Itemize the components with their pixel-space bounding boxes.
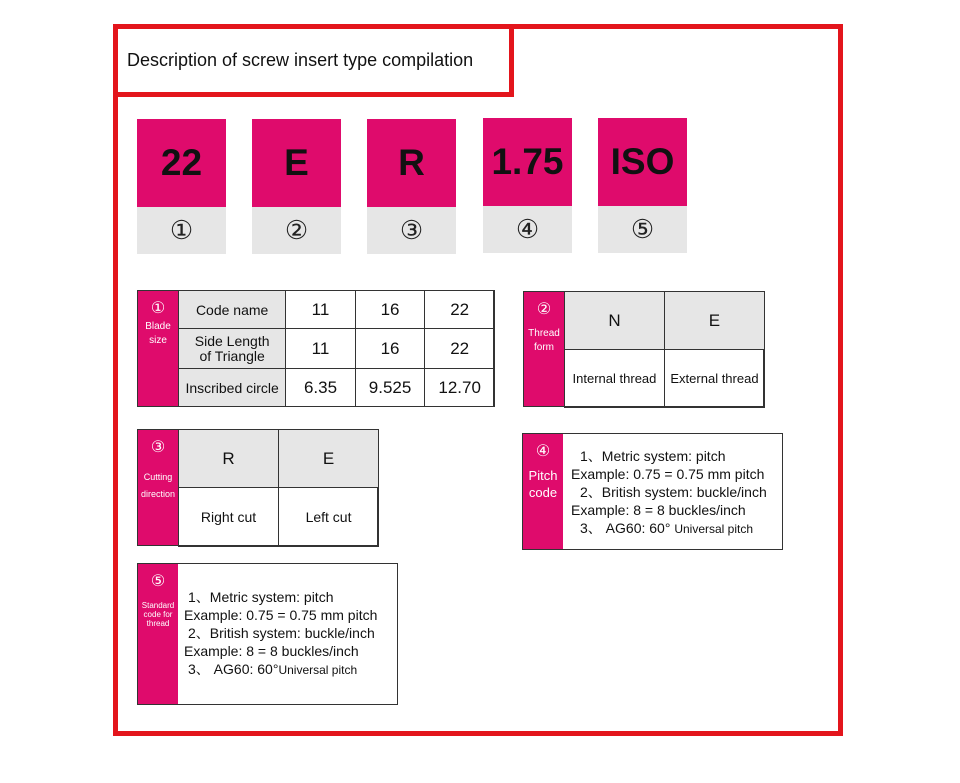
standard-description <box>184 588 377 679</box>
code-value: 22 <box>137 119 226 207</box>
section-label: thread <box>146 619 170 628</box>
cutting-direction-sidebar <box>138 430 178 545</box>
section-label: Standard <box>141 601 175 610</box>
description-text: 3、 AG60: 60° <box>188 661 279 677</box>
section-label: Thread <box>528 328 560 339</box>
code-card-pitch <box>483 118 572 253</box>
row-header <box>179 329 286 369</box>
section-label: code for <box>143 610 173 619</box>
cutting-code: E <box>279 430 379 488</box>
section-label: code <box>528 485 558 500</box>
section-label: Blade <box>145 321 171 332</box>
thread-form-table <box>564 291 765 408</box>
blade-size-sidebar <box>138 291 178 406</box>
description-line: 2、British system: buckle/inch <box>580 484 767 500</box>
code-value: 1.75 <box>483 118 572 206</box>
table-cell: 22 <box>425 329 495 369</box>
section-label: size <box>149 335 167 346</box>
section-label: Pitch <box>528 468 558 483</box>
cutting-direction-table <box>178 429 379 547</box>
thread-code: N <box>565 292 665 350</box>
section-number: ③ <box>150 439 166 456</box>
code-number: ③ <box>367 207 456 254</box>
blade-size-table <box>178 290 495 407</box>
description-line <box>184 660 377 679</box>
description-line: 2、British system: buckle/inch <box>188 625 375 641</box>
pitch-description <box>571 447 767 538</box>
code-number: ① <box>137 207 226 254</box>
row-header-line: Side Length <box>194 332 270 349</box>
description-text: Universal pitch <box>278 663 358 677</box>
title-box <box>113 24 514 97</box>
thread-code: E <box>664 292 764 350</box>
thread-form-panel <box>523 291 764 407</box>
description-line: 1、Metric system: pitch <box>188 589 334 605</box>
table-cell: 22 <box>425 291 495 329</box>
description-text: 3、 AG60: 60° <box>580 520 671 536</box>
table-cell: 11 <box>286 329 355 369</box>
blade-size-panel <box>137 290 494 407</box>
description-text: Universal pitch <box>674 522 754 536</box>
page-title: Description of screw insert type compilation <box>127 50 474 70</box>
section-label: direction <box>140 489 176 499</box>
description-line: Example: 8 = 8 buckles/inch <box>571 502 746 518</box>
section-number: ⑤ <box>150 573 166 590</box>
code-card-thread-form <box>252 119 341 254</box>
table-cell: 9.525 <box>355 369 425 407</box>
table-cell: 11 <box>286 291 355 329</box>
description-line: Example: 0.75 = 0.75 mm pitch <box>571 466 765 482</box>
description-line: 1、Metric system: pitch <box>580 448 726 464</box>
code-value: E <box>252 119 341 207</box>
code-number: ④ <box>483 206 572 253</box>
code-card-cutting-direction <box>367 119 456 254</box>
table-cell: 16 <box>355 329 425 369</box>
code-number: ⑤ <box>598 206 687 253</box>
standard-code-panel <box>137 563 398 705</box>
row-header: Code name <box>179 291 286 329</box>
pitch-code-panel <box>522 433 783 550</box>
thread-name: External thread <box>664 350 764 408</box>
cutting-name: Left cut <box>279 488 379 547</box>
section-number: ④ <box>535 443 551 460</box>
section-label: form <box>534 342 554 353</box>
table-cell: 12.70 <box>425 369 495 407</box>
code-value: ISO <box>598 118 687 206</box>
cutting-code: R <box>179 430 279 488</box>
thread-form-sidebar <box>524 292 564 406</box>
cutting-name: Right cut <box>179 488 279 547</box>
description-line: Example: 0.75 = 0.75 mm pitch <box>184 607 378 623</box>
row-header-line: of Triangle <box>199 347 265 364</box>
table-cell: 6.35 <box>286 369 355 407</box>
code-card-standard <box>598 118 687 253</box>
section-label: Cutting <box>143 472 173 482</box>
description-line: Example: 8 = 8 buckles/inch <box>184 643 359 659</box>
section-number: ② <box>536 301 552 318</box>
description-line <box>571 519 767 538</box>
standard-code-sidebar <box>138 564 178 704</box>
code-value: R <box>367 119 456 207</box>
pitch-code-sidebar <box>523 434 563 549</box>
cutting-direction-panel <box>137 429 378 546</box>
table-cell: 16 <box>355 291 425 329</box>
row-header: Inscribed circle <box>179 369 286 407</box>
code-card-blade-size <box>137 119 226 254</box>
thread-name: Internal thread <box>565 350 665 408</box>
code-number: ② <box>252 207 341 254</box>
section-number: ① <box>150 300 166 317</box>
